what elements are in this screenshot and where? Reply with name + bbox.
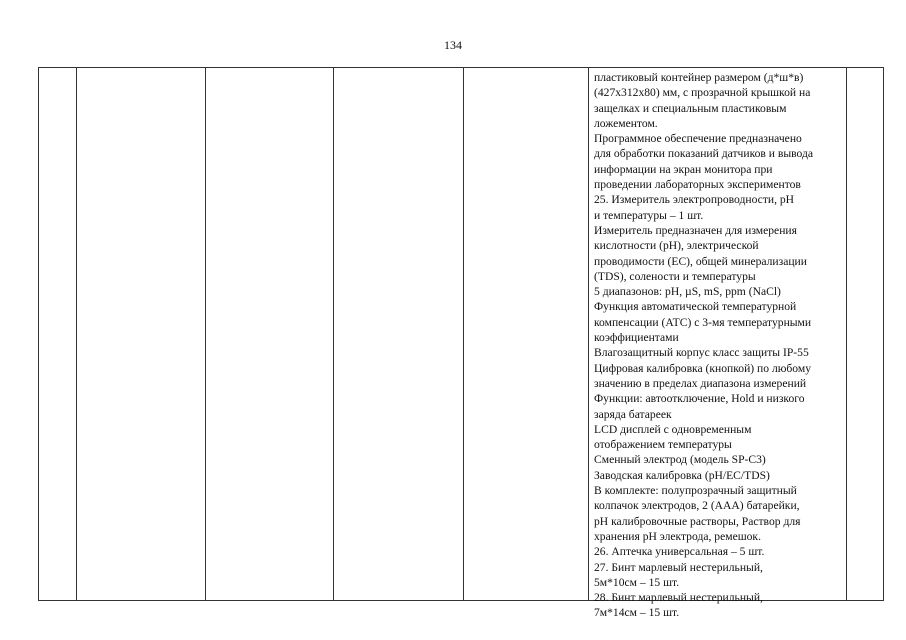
description-line: пластиковый контейнер размером (д*ш*в) (594, 71, 804, 84)
description-line: значению в пределах диапазона измерений (594, 376, 807, 390)
description-line: 5м*10см – 15 шт. (594, 575, 680, 589)
description-line: ложементом. (594, 116, 658, 130)
product-description-cell (594, 70, 848, 621)
description-line: кислотности (pH), электрической (594, 239, 759, 253)
description-line: Функции: автоотключение, Hold и низкого (594, 392, 805, 406)
description-line: pH калибровочные растворы, Раствор для (594, 514, 801, 528)
description-line: 7м*14см – 15 шт. (594, 606, 680, 620)
description-line: LCD дисплей с одновременным (594, 422, 752, 436)
description-line: проведении лабораторных экспериментов (594, 178, 801, 192)
description-line: Заводская калибровка (pH/EC/TDS) (594, 468, 770, 482)
description-line: В комплекте: полупрозрачный защитный (594, 484, 797, 498)
description-line: хранения pH электрода, ремешок. (594, 529, 761, 543)
description-line: заряда батареек (594, 407, 672, 421)
column-divider (333, 68, 334, 600)
description-line: Влагозащитный корпус класс защиты IP-55 (594, 346, 809, 360)
description-line: 27. Бинт марлевый нестерильный, (594, 560, 763, 574)
description-line: 26. Аптечка универсальная – 5 шт. (594, 545, 765, 559)
description-line: отображением температуры (594, 438, 732, 452)
description-line: Функция автоматической температурной (594, 300, 797, 314)
description-line: для обработки показаний датчиков и вывода (594, 147, 814, 161)
description-line: Цифровая калибровка (кнопкой) по любому (594, 361, 812, 375)
description-line: коэффициентами (594, 331, 679, 345)
description-line: Сменный электрод (модель SP-C3) (594, 453, 766, 467)
description-line: проводимости (EC), общей минерализации (594, 254, 807, 268)
description-line: (TDS), солености и температуры (594, 269, 756, 283)
description-line: 5 диапазонов: pH, µS, mS, ppm (NaCl) (594, 285, 781, 299)
description-line: колпачок электродов, 2 (ААА) батарейки, (594, 499, 800, 513)
description-line: Измеритель предназначен для измерения (594, 223, 797, 237)
column-divider (76, 68, 77, 600)
description-line: защелках и специальным пластиковым (594, 101, 787, 115)
page-number: 134 (444, 38, 462, 52)
description-line: и температуры – 1 шт. (594, 208, 704, 222)
description-line: 28. Бинт марлевый нестерильный, (594, 591, 763, 605)
description-line: (427x312x80) мм, с прозрачной крышкой на (594, 86, 811, 100)
column-divider (588, 68, 589, 600)
column-divider (205, 68, 206, 600)
description-line: 25. Измеритель электропроводности, pH (594, 193, 795, 207)
description-line: компенсации (АТС) с 3-мя температурными (594, 315, 812, 329)
description-line: информации на экран монитора при (594, 162, 773, 176)
column-divider (463, 68, 464, 600)
specification-table (38, 67, 884, 620)
description-line: Программное обеспечение предназначено (594, 132, 802, 146)
